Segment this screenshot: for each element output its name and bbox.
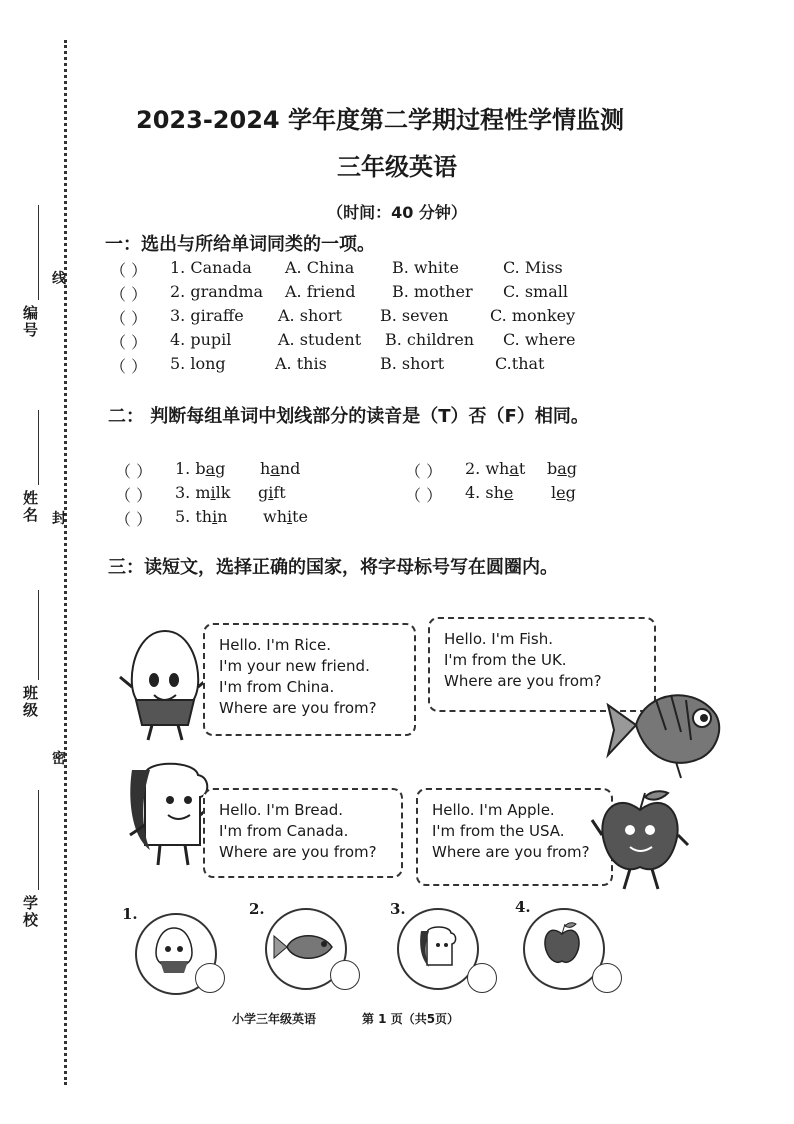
option-a: A. China	[285, 258, 355, 277]
answer-paren[interactable]: （ ）	[405, 486, 443, 505]
label-xuexiao: 学校	[21, 895, 39, 929]
fish-character-illustration	[606, 670, 731, 785]
bread-speech-bubble: Hello. I'm Bread. I'm from Canada. Where are you from?	[203, 788, 403, 878]
answer-paren[interactable]: （ ）	[115, 510, 153, 529]
answer-paren[interactable]: （ ）	[405, 462, 443, 481]
answer-paren[interactable]: （ ）	[110, 333, 148, 352]
fish-speech-bubble: Hello. I'm Fish. I'm from the UK. Where are you from?	[428, 617, 656, 712]
question-stem: 2. grandma	[170, 282, 264, 301]
mark-feng: 封	[52, 511, 66, 527]
fish-thumbnail-icon	[272, 930, 337, 965]
word-1: 2. what	[465, 459, 526, 478]
mark-xian: 线	[52, 271, 66, 287]
footer-page-number: 第 1 页（共5页）	[362, 1012, 460, 1026]
bread-thumbnail-icon	[415, 923, 460, 973]
option-c: C. where	[503, 330, 576, 349]
answer-number-1: 1.	[122, 905, 138, 923]
option-a: A. student	[278, 330, 362, 349]
rice-speech-bubble: Hello. I'm Rice. I'm your new friend. I'm from China. Where are you from?	[203, 623, 416, 736]
answer-paren[interactable]: （ ）	[110, 285, 148, 304]
option-b: B. seven	[380, 306, 449, 325]
exam-title: 2023-2024 学年度第二学期过程性学情监测	[136, 106, 624, 134]
rice-thumbnail-icon	[152, 925, 197, 975]
option-b: B. white	[392, 258, 459, 277]
footer-subject: 小学三年级英语	[232, 1012, 317, 1026]
section1-heading: 一：选出与所给单词同类的一项。	[105, 234, 375, 255]
option-b: B. children	[385, 330, 475, 349]
answer-paren[interactable]: （ ）	[110, 261, 148, 280]
answer-number-4: 4.	[515, 898, 531, 916]
field-line-xingming[interactable]	[38, 410, 39, 485]
option-a: A. this	[275, 354, 327, 373]
label-banji: 班级	[21, 685, 39, 719]
option-a: A. short	[278, 306, 342, 325]
option-c: C. Miss	[503, 258, 563, 277]
answer-paren[interactable]: （ ）	[110, 309, 148, 328]
label-biaohao: 编号	[21, 305, 39, 339]
word-2: white	[263, 507, 309, 526]
exam-subtitle: 三年级英语	[337, 153, 457, 181]
word-2: gift	[258, 483, 286, 502]
option-c: C.that	[495, 354, 545, 373]
binding-dotted-line	[64, 40, 67, 1085]
question-stem: 5. long	[170, 354, 226, 373]
answer-small-circle[interactable]	[195, 963, 225, 993]
answer-paren[interactable]: （ ）	[115, 486, 153, 505]
answer-number-2: 2.	[249, 900, 265, 918]
option-b: B. mother	[392, 282, 473, 301]
rice-character-illustration	[118, 625, 213, 745]
apple-thumbnail-icon	[540, 920, 585, 970]
mark-mi: 密	[52, 751, 66, 767]
word-2: leg	[551, 483, 576, 502]
option-b: B. short	[380, 354, 445, 373]
answer-small-circle[interactable]	[592, 963, 622, 993]
answer-paren[interactable]: （ ）	[110, 357, 148, 376]
word-1: 5. thin	[175, 507, 228, 526]
question-stem: 3. giraffe	[170, 306, 244, 325]
word-1: 4. she	[465, 483, 514, 502]
answer-small-circle[interactable]	[467, 963, 497, 993]
option-c: C. monkey	[490, 306, 576, 325]
field-line-banji[interactable]	[38, 590, 39, 680]
word-1: 1. bag	[175, 459, 226, 478]
answer-paren[interactable]: （ ）	[115, 462, 153, 481]
word-1: 3. milk	[175, 483, 231, 502]
field-line-xuexiao[interactable]	[38, 790, 39, 890]
word-2: hand	[260, 459, 301, 478]
apple-character-illustration	[590, 785, 690, 895]
question-stem: 4. pupil	[170, 330, 232, 349]
apple-speech-bubble: Hello. I'm Apple. I'm from the USA. Where are you from?	[416, 788, 613, 886]
option-c: C. small	[503, 282, 568, 301]
question-stem: 1. Canada	[170, 258, 252, 277]
exam-time: （时间：40 分钟）	[327, 203, 467, 222]
label-xingming: 姓名	[21, 490, 39, 524]
option-a: A. friend	[285, 282, 356, 301]
answer-number-3: 3.	[390, 900, 406, 918]
word-2: bag	[547, 459, 578, 478]
section3-heading: 三：读短文，选择正确的国家，将字母标号写在圆圈内。	[108, 557, 558, 578]
section2-heading: 二： 判断每组单词中划线部分的读音是（T）否（F）相同。	[108, 406, 589, 427]
